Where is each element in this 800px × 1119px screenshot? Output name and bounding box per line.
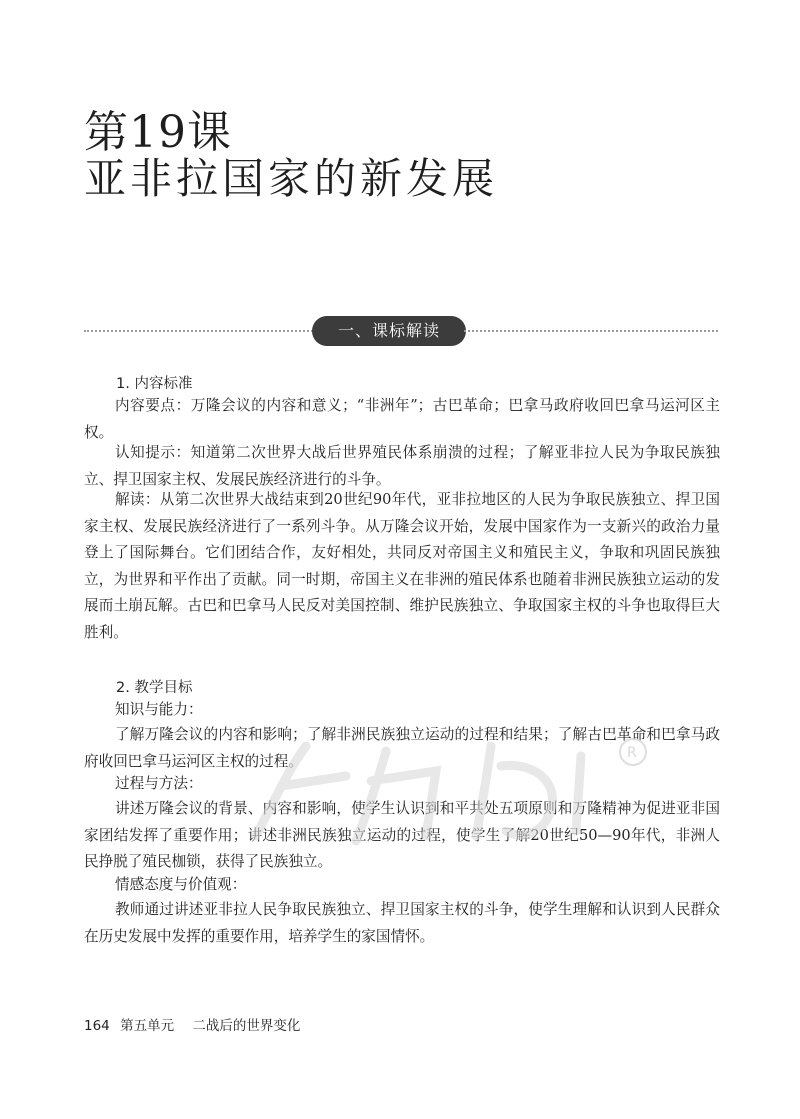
knowledge-label: 知识与能力： [115,701,203,718]
lesson-number: 第19课 [84,107,232,158]
page-footer [84,1014,300,1034]
svg-text:R: R [627,745,637,761]
lesson-title: 亚非拉国家的新发展 [84,154,499,203]
unit-title: 二战后的世界变化 [192,1018,301,1034]
emotion-paragraph: 教师通过讲述亚非拉人民争取民族独立、捍卫国家主权的斗争，使学生理解和认识到人民群众在历史发展中发挥的重要作用，培养学生的家国情怀。 [84,901,720,945]
key-points-paragraph: 内容要点：万隆会议的内容和意义；“非洲年”；古巴革命；巴拿马政府收回巴拿马运河区主权。 [84,397,720,441]
cognition-paragraph: 认知提示：知道第二次世界大战后世界殖民体系崩溃的过程；了解亚非拉人民为争取民族独立、捍卫国家主权、发展民族经济进行的斗争。 [84,444,720,488]
process-paragraph: 讲述万隆会议的背景、内容和影响，使学生认识到和平共处五项原则和万隆精神为促进亚非国家团结发挥了重要作用；讲述非洲民族独立运动的过程，使学生了解20世纪50—90年代，非洲人民挣脱了殖民枷锁，获得了民族独立。 [84,800,720,870]
section-divider-right [464,330,718,332]
knowledge-paragraph: 了解万隆会议的内容和影响；了解非洲民族独立运动的过程和结果；了解古巴革命和巴拿马政府收回巴拿马运河区主权的过程。 [84,726,720,770]
page-number: 164 [84,1018,110,1034]
teaching-goals-heading: 2. 教学目标 [116,680,193,696]
interpretation-paragraph: 解读：从第二次世界大战结束到20世纪90年代，亚非拉地区的人民为争取民族独立、捍卫国家主权、发展民族经济进行了一系列斗争。从万隆会议开始，发展中国家作为一支新兴的政治力量登上了国际舞台。它们团结合作，友好相处，共同反对帝国主义和殖民主义，争取和巩固民族独立，为世界和平作出了贡献。同一时期，帝国主义在非洲的殖民体系也随着非洲民族独立运动的发展而土崩瓦解。古巴和巴拿马人民反对美国控制、维护民族独立、争取国家主权的斗争也取得巨大胜利。 [84,491,720,641]
section-divider-left [84,330,316,332]
content-standard-heading: 1. 内容标准 [116,376,193,392]
section-label-pill: 一、课标解读 [312,316,466,346]
unit-label: 第五单元 [120,1018,175,1034]
process-label: 过程与方法： [115,775,203,792]
emotion-label: 情感态度与价值观： [115,876,247,893]
